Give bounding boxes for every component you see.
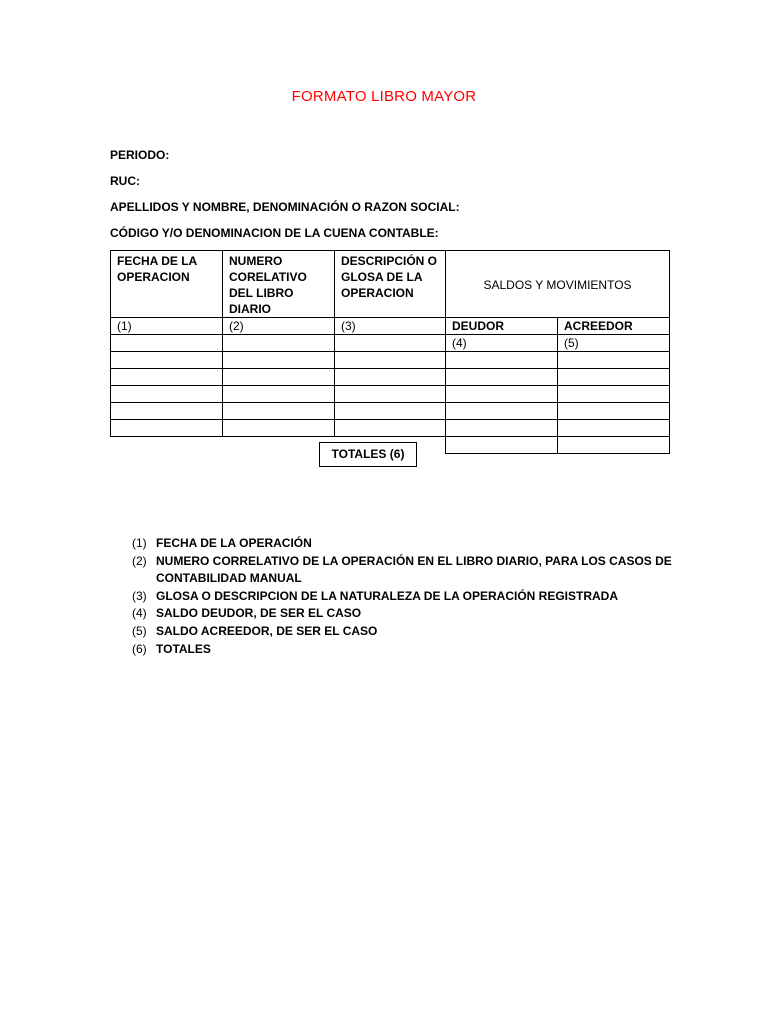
note-number: (4) — [132, 606, 147, 621]
note-text: NUMERO CORRELATIVO DE LA OPERACIÓN EN EL LIBRO DIARIO, PARA LOS CASOS DE CONTABILIDAD MANUAL — [156, 553, 672, 586]
table-cell — [558, 369, 670, 386]
note-number: (2) — [132, 553, 147, 568]
table-cell — [558, 386, 670, 403]
note-text: SALDO DEUDOR, DE SER EL CASO — [156, 606, 362, 621]
note-text: FECHA DE LA OPERACIÓN — [156, 536, 312, 550]
note-number: (5) — [132, 623, 147, 638]
table-cell — [111, 335, 223, 352]
table-cell — [223, 403, 335, 420]
document-title: FORMATO LIBRO MAYOR — [291, 88, 477, 105]
table-row — [111, 369, 670, 386]
table-cell — [446, 352, 558, 369]
table-cell — [111, 352, 223, 369]
empty-cell — [111, 437, 223, 454]
table-header-row — [111, 251, 670, 318]
list-item — [132, 623, 692, 641]
subheader-5: (5) — [558, 335, 670, 352]
table-cell — [446, 420, 558, 437]
table-cell — [335, 335, 446, 352]
table-row — [111, 335, 670, 352]
table-cell — [335, 386, 446, 403]
notes-list — [132, 535, 692, 658]
table-cell — [446, 369, 558, 386]
field-periodo: PERIODO: — [110, 148, 170, 162]
list-item — [132, 641, 692, 659]
table-cell — [335, 352, 446, 369]
table-cell — [335, 420, 446, 437]
table-cell — [223, 386, 335, 403]
note-number: (1) — [132, 536, 147, 550]
note-text: SALDO ACREEDOR, DE SER EL CASO — [156, 623, 378, 638]
list-item — [132, 605, 692, 623]
field-apellidos: APELLIDOS Y NOMBRE, DENOMINACIÓN O RAZON SOCIAL: — [110, 200, 460, 214]
table-cell — [223, 420, 335, 437]
table-cell — [111, 403, 223, 420]
field-ruc: RUC: — [110, 174, 140, 188]
empty-cell — [223, 437, 335, 454]
table-cell — [111, 386, 223, 403]
table-cell — [558, 352, 670, 369]
table-cell — [446, 386, 558, 403]
ledger-table — [110, 250, 670, 454]
list-item — [132, 553, 692, 588]
header-numero: NUMERO CORELATIVO DEL LIBRO DIARIO — [223, 251, 335, 318]
table-cell — [223, 352, 335, 369]
note-number: (3) — [132, 588, 147, 603]
table-cell — [111, 369, 223, 386]
table-cell — [335, 369, 446, 386]
totales-box: TOTALES (6) — [319, 442, 417, 467]
field-codigo-cuenta: CÓDIGO Y/O DENOMINACION DE LA CUENA CONTABLE: — [110, 226, 439, 240]
subheader-deudor: DEUDOR — [446, 318, 558, 335]
header-fecha: FECHA DE LA OPERACION — [111, 251, 223, 318]
header-descripcion: DESCRIPCIÓN O GLOSA DE LA OPERACION — [335, 251, 446, 318]
table-cell — [446, 403, 558, 420]
note-text: TOTALES — [156, 641, 211, 656]
table-cell — [223, 335, 335, 352]
header-saldos: SALDOS Y MOVIMIENTOS — [446, 251, 670, 318]
table-cell — [111, 420, 223, 437]
table-cell — [335, 403, 446, 420]
subheader-3: (3) — [335, 318, 446, 335]
table-cell — [223, 369, 335, 386]
total-deudor-cell — [446, 437, 558, 454]
table-row — [111, 386, 670, 403]
table-row — [111, 420, 670, 437]
note-text: GLOSA O DESCRIPCION DE LA NATURALEZA DE LA OPERACIÓN REGISTRADA — [156, 588, 619, 603]
table-cell — [558, 403, 670, 420]
subheader-2: (2) — [223, 318, 335, 335]
subheader-acreedor: ACREEDOR — [558, 318, 670, 335]
table-row — [111, 403, 670, 420]
subheader-4: (4) — [446, 335, 558, 352]
table-row — [111, 352, 670, 369]
list-item — [132, 535, 692, 553]
subheader-1: (1) — [111, 318, 223, 335]
note-number: (6) — [132, 641, 147, 656]
total-acreedor-cell — [558, 437, 670, 454]
list-item — [132, 588, 692, 606]
table-subheader-row — [111, 318, 670, 335]
table-cell — [558, 420, 670, 437]
